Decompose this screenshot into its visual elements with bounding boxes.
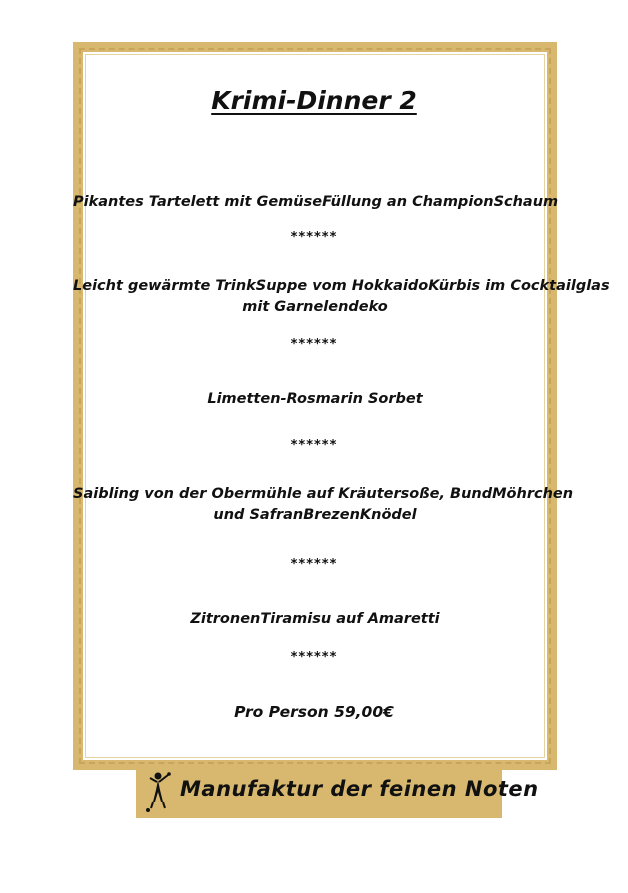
course-4-line-2: und SafranBrezenKnödel bbox=[213, 507, 417, 523]
separator-5: ****** bbox=[290, 650, 338, 665]
course-1-line-1: Pikantes Tartelett mit GemüseFüllung an ChampionSchaum bbox=[73, 194, 559, 210]
course-2-line-1: Leicht gewärmte TrinkSuppe vom HokkaidoKürbis im Cocktailglas bbox=[73, 278, 610, 294]
course-5-line-1: ZitronenTiramisu auf Amaretti bbox=[190, 611, 440, 627]
brand-name: Manufaktur der feinen Noten bbox=[180, 777, 539, 801]
course-2-line-2: mit Garnelendeko bbox=[242, 299, 388, 315]
price: Pro Person 59,00€ bbox=[234, 703, 394, 721]
brand-banner bbox=[136, 766, 539, 818]
menu-title: Krimi-Dinner 2 bbox=[211, 86, 417, 115]
course-3-line-1: Limetten-Rosmarin Sorbet bbox=[207, 391, 423, 407]
separator-3: ****** bbox=[290, 438, 338, 453]
separator-2: ****** bbox=[290, 337, 338, 352]
separator-4: ****** bbox=[290, 557, 338, 572]
course-4-line-1: Saibling von der Obermühle auf Kräutersoße, BundMöhrchen bbox=[73, 486, 574, 502]
dancer-silhouette-icon bbox=[144, 770, 174, 814]
separator-1: ****** bbox=[290, 230, 338, 245]
